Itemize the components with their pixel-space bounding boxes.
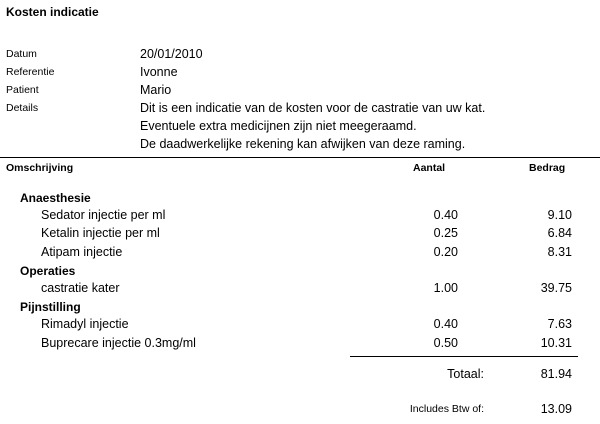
item-quantity: 0.25 [433,226,458,241]
category-row [0,262,600,280]
table-row [0,335,600,353]
total-label: Totaal: [447,367,484,381]
details-text [140,99,485,153]
total-divider [350,356,578,357]
datum-value: 20/01/2010 [140,47,203,61]
details-line: Dit is een indicatie van de kosten voor de castratie van uw kat. [140,101,486,115]
table-row [0,316,600,334]
table-header [0,157,600,178]
item-amount: 10.31 [540,335,572,350]
table-row [0,280,600,298]
referentie-value: Ivonne [140,65,178,79]
details-line: Eventuele extra medicijnen zijn niet meegeraamd. [140,119,417,133]
item-amount: 9.10 [547,208,572,223]
item-amount: 39.75 [540,280,572,295]
item-description: Ketalin injectie per ml [41,226,160,241]
meta-section [0,45,600,151]
table-row [0,207,600,225]
header-omschrijving: Omschrijving [6,162,74,174]
category-row [0,189,600,207]
details-label: Details [6,102,39,114]
item-quantity: 1.00 [433,280,458,295]
item-amount: 7.63 [547,317,572,332]
category-label: Anaesthesie [20,191,91,205]
table-row [0,225,600,243]
meta-row-details [0,99,600,151]
patient-value: Mario [140,83,172,97]
item-quantity: 0.40 [433,208,458,223]
meta-row-patient [0,81,600,99]
item-quantity: 0.20 [433,244,458,259]
item-description: Rimadyl injectie [41,317,129,332]
table-row [0,244,600,262]
details-line: De daadwerkelijke rekening kan afwijken van deze raming. [140,137,466,151]
category-label: Pijnstilling [20,300,81,315]
header-aantal: Aantal [413,162,446,174]
table-body [0,189,600,353]
page-title: Kosten indicatie [6,5,99,19]
patient-label: Patient [6,84,39,96]
meta-row-referentie [0,63,600,81]
meta-row-datum [0,45,600,63]
item-description: Atipam injectie [41,244,123,259]
header-bedrag: Bedrag [529,162,566,174]
btw-value: 13.09 [540,402,572,416]
item-description: Buprecare injectie 0.3mg/ml [41,335,196,350]
item-amount: 6.84 [547,226,572,241]
category-label: Operaties [20,263,76,278]
referentie-label: Referentie [6,66,55,78]
category-row [0,298,600,316]
item-description: castratie kater [41,280,120,295]
item-quantity: 0.40 [433,317,458,332]
item-quantity: 0.50 [433,335,458,350]
item-amount: 8.31 [547,244,572,259]
item-description: Sedator injectie per ml [41,208,166,223]
total-value: 81.94 [540,367,572,381]
btw-label: Includes Btw of: [409,403,484,415]
datum-label: Datum [6,48,37,60]
